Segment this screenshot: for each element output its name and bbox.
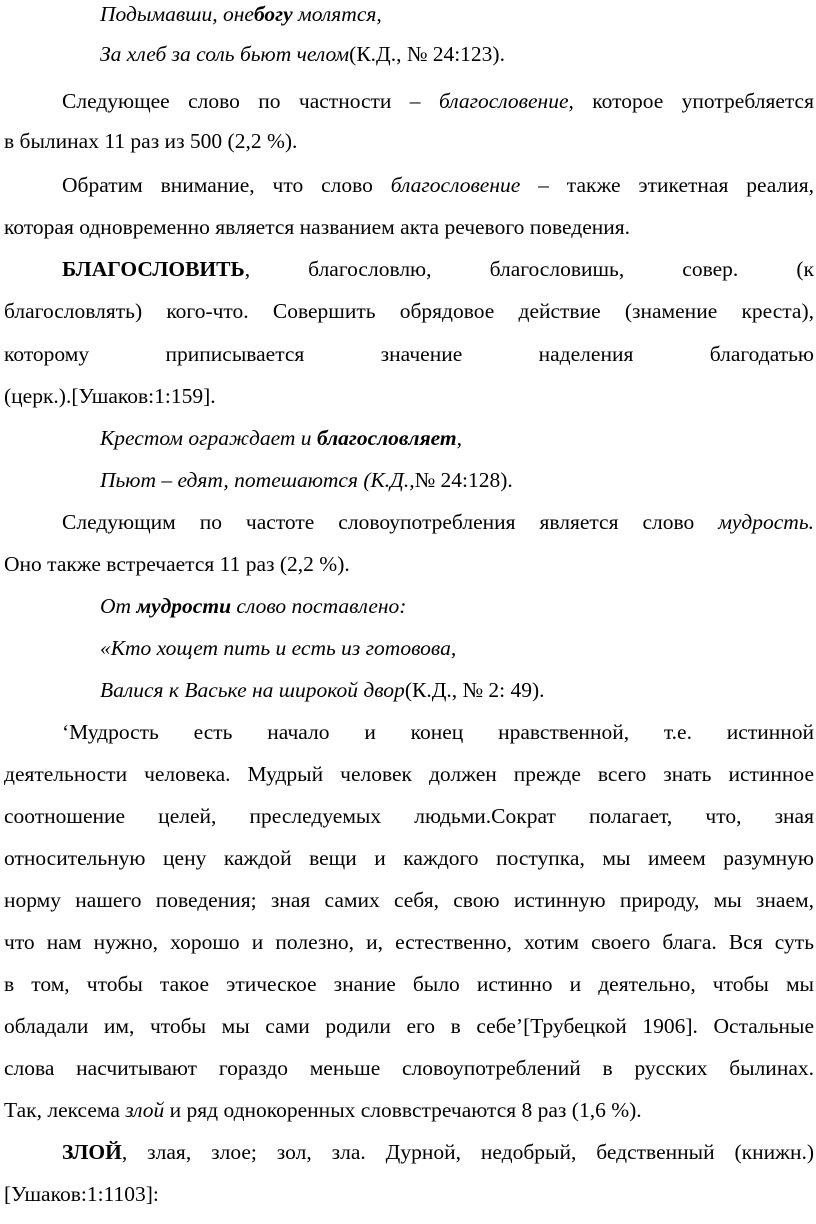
text-line [4,1006,814,1046]
text-line [4,121,814,161]
text-run: и ряд однокоренных словвстречаются 8 раз (1,6 %). [164,1098,642,1122]
text-run: , [456,426,462,450]
text-run: – также этикетная реалия, [520,173,814,197]
text-line [4,291,814,331]
text-run: которому приписывается значение наделения благодатью [4,342,814,366]
text-line [4,207,814,247]
text-run: Валися к Ваське на широкой двор [100,678,405,702]
text-run: Оно также встречается 11 раз (2,2 %). [4,552,350,576]
text-run: , благословлю, благословишь, совер. (к [244,257,814,281]
text-line [4,754,814,794]
text-line [4,334,814,374]
text-line [4,1048,814,1088]
text-line [62,502,814,542]
text-run: благословение [438,89,569,113]
text-line [4,376,814,416]
text-run: ЗЛОЙ [62,1140,122,1164]
text-run: обладали им, чтобы мы сами родили его в себе’[Трубецкой 1906]. Остальные [4,1014,814,1038]
text-line [100,460,814,500]
text-run: деятельности человека. Мудрый человек должен прежде всего знать истинное [4,762,814,786]
text-run: БЛАГОСЛОВИТЬ [62,257,245,281]
text-line [100,586,814,626]
text-line [62,1132,814,1172]
text-run: злой [125,1098,165,1122]
text-run: За хлеб за соль бьют челом [100,42,350,66]
text-run: ‘Мудрость есть начало и конец нравственной, т.е. истинной [62,720,814,744]
text-line [62,81,814,121]
text-line [100,670,814,710]
text-run: Так, лексема [4,1098,126,1122]
text-line [4,796,814,836]
text-run: Крестом ограждает и [100,426,317,450]
text-line [100,34,814,74]
text-line [100,418,814,458]
text-run: мудрость. [718,510,814,534]
text-line [62,712,814,752]
text-line [62,165,814,205]
text-run: относительную цену каждой вещи и каждого поступка, мы имеем разумную [4,846,814,870]
text-line [4,544,814,584]
text-line [62,249,814,289]
text-run: (церк.).[Ушаков:1:159]. [4,384,216,408]
text-line [4,964,814,1004]
text-run: Пьют – едят, потешаются (К.Д., [100,468,415,492]
text-run: соотношение целей, преследуемых людьми.Сократ полагает, что, зная [4,804,814,828]
text-line [4,880,814,920]
text-run: которая одновременно является названием акта речевого поведения. [4,215,631,239]
text-run: в былинах 11 раз из 500 (2,2 %). [4,129,298,153]
text-run: богу [253,2,293,26]
text-run: мудрости [136,594,232,618]
text-run: норму нашего поведения; зная самих себя, свою истинную природу, мы знаем, [4,888,814,912]
text-run: Обратим внимание, что слово [62,173,391,197]
text-run: слово поставлено: [231,594,407,618]
text-run: Следующее слово по частности – [62,89,439,113]
text-line [4,1174,814,1214]
text-line [4,838,814,878]
text-run: № 24:128). [414,468,513,492]
text-run: благословлять) кого-что. Совершить обрядовое действие (знамение креста), [4,299,814,323]
text-line [4,922,814,962]
text-run: , которое употребляется [568,89,814,113]
text-line [100,628,814,668]
text-run: (К.Д., № 2: 49). [404,678,545,702]
text-run: [Ушаков:1:1103]: [4,1182,159,1206]
text-line [100,0,814,34]
text-run: слова насчитывают гораздо меньше словоупотреблений в русских былинах. [4,1056,814,1080]
text-run: благословение [390,173,521,197]
text-run: Следующим по частоте словоупотребления является слово [62,510,719,534]
text-line [4,1090,814,1130]
text-run: (К.Д., № 24:123). [349,42,505,66]
text-run: , злая, злое; зол, зла. Дурной, недобрый, бедственный (книжн.) [121,1140,814,1164]
text-run: благословляет [316,426,457,450]
text-run: «Кто хощет пить и есть из готовова, [100,636,457,660]
text-run: что нам нужно, хорошо и полезно, и, естественно, хотим своего блага. Вся суть [4,930,814,954]
text-run: в том, чтобы такое этическое знание было истинно и деятельно, чтобы мы [4,972,814,996]
text-run: Подымавши, оне [100,2,254,26]
text-run: молятся, [292,2,382,26]
text-run: От [100,594,137,618]
